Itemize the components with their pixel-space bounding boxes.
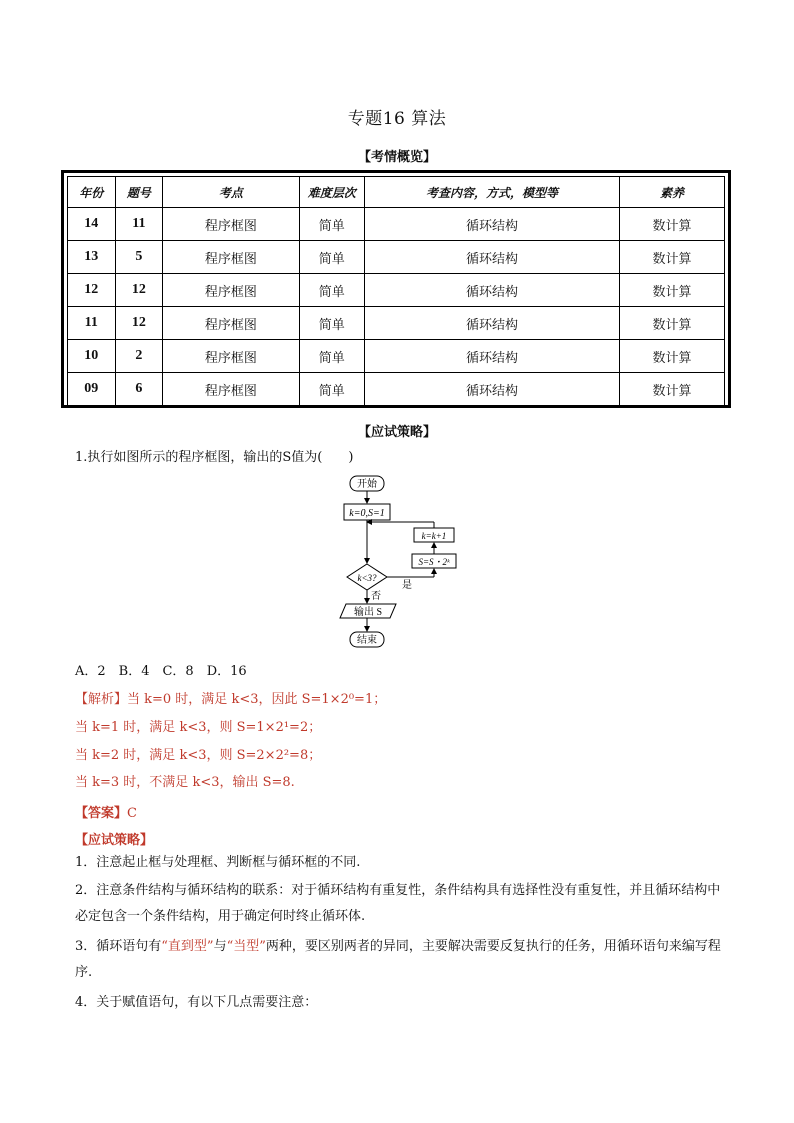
answer-value: C <box>127 806 137 821</box>
cell-difficulty: 简单 <box>299 340 364 373</box>
cell-literacy: 数计算 <box>620 373 725 406</box>
cell-topic: 程序框图 <box>163 373 299 406</box>
cell-literacy: 数计算 <box>620 340 725 373</box>
solution-line-2: 当 k=1 时，满足 k<3，则 S=1×2¹=2； <box>75 720 322 735</box>
cell-difficulty: 简单 <box>299 307 364 340</box>
cell-difficulty: 简单 <box>299 241 364 274</box>
answer-line <box>75 802 137 821</box>
cell-difficulty: 简单 <box>299 274 364 307</box>
col-topic: 考点 <box>163 177 299 208</box>
cell-year: 11 <box>68 307 116 340</box>
cell-content: 循环结构 <box>364 241 619 274</box>
flow-start-label: 开始 <box>357 479 377 490</box>
solution-line-1: 【解析】当 k=0 时，满足 k<3，因此 S=1×2⁰=1； <box>75 692 387 707</box>
flow-output-label: 输出 S <box>353 607 383 618</box>
col-year: 年份 <box>68 177 116 208</box>
tip-3-part-b: 与 <box>213 939 227 954</box>
col-question-no: 题号 <box>115 177 163 208</box>
tip-3-highlight-1: “直到型” <box>161 939 214 954</box>
col-difficulty: 难度层次 <box>299 177 364 208</box>
cell-question-no: 12 <box>115 307 163 340</box>
tip-1: 1．注意起止框与处理框、判断框与循环框的不同. <box>75 855 361 870</box>
question-text: 1.执行如图所示的程序框图，输出的S值为( ) <box>75 450 354 465</box>
col-literacy: 素养 <box>620 177 725 208</box>
cell-content: 循环结构 <box>364 373 619 406</box>
cell-topic: 程序框图 <box>163 274 299 307</box>
tip-4: 4．关于赋值语句，有以下几点需要注意： <box>75 995 318 1010</box>
table-row <box>68 307 725 340</box>
cell-year: 13 <box>68 241 116 274</box>
solution-line-3: 当 k=2 时，满足 k<3，则 S=2×2²=8； <box>75 748 322 763</box>
tip-3-part-c: 两种，要区别两者的异同，主要解决需要反复执行的任务，用循环语句来编写程序. <box>75 939 721 980</box>
flow-no-label: 否 <box>371 591 381 602</box>
cell-content: 循环结构 <box>364 274 619 307</box>
answer-label: 【答案】 <box>75 806 128 821</box>
cell-question-no: 11 <box>115 208 163 241</box>
tips-heading: 【应试策略】 <box>75 833 154 848</box>
table-row <box>68 373 725 406</box>
table-row <box>68 340 725 373</box>
overview-table <box>61 170 731 408</box>
flow-end-label: 结束 <box>357 635 377 646</box>
cell-topic: 程序框图 <box>163 208 299 241</box>
table-row <box>68 241 725 274</box>
cell-question-no: 2 <box>115 340 163 373</box>
table-header-row <box>68 177 725 208</box>
cell-literacy: 数计算 <box>620 208 725 241</box>
cell-question-no: 12 <box>115 274 163 307</box>
cell-difficulty: 简单 <box>299 208 364 241</box>
overview-heading: 【考情概览】 <box>357 150 436 165</box>
flowchart <box>330 470 470 652</box>
tip-3-highlight-2: “当型” <box>226 939 266 954</box>
tip-2: 2．注意条件结构与循环结构的联系：对于循环结构有重复性，条件结构具有选择性没有重复性，并且循环结构中必定包含一个条件结构，用于确定何时终止循环体. <box>75 883 721 924</box>
strategy-heading: 【应试策略】 <box>357 425 436 440</box>
cell-year: 09 <box>68 373 116 406</box>
col-content: 考查内容，方式，模型等 <box>364 177 619 208</box>
flow-update-label: S=S・2ᵏ <box>418 557 450 567</box>
cell-topic: 程序框图 <box>163 307 299 340</box>
cell-year: 14 <box>68 208 116 241</box>
page-title: 专题16 算法 <box>347 109 447 129</box>
cell-question-no: 5 <box>115 241 163 274</box>
cell-year: 12 <box>68 274 116 307</box>
cell-topic: 程序框图 <box>163 241 299 274</box>
tip-3-part-a: 3．循环语句有 <box>75 939 162 954</box>
flow-yes-label: 是 <box>402 580 412 591</box>
tip-3 <box>75 934 725 986</box>
cell-literacy: 数计算 <box>620 307 725 340</box>
flow-init-label: k=0,S=1 <box>349 508 385 519</box>
flow-condition-label: k<3? <box>357 573 377 583</box>
flow-increment-label: k=k+1 <box>421 531 447 541</box>
cell-topic: 程序框图 <box>163 340 299 373</box>
cell-difficulty: 简单 <box>299 373 364 406</box>
cell-content: 循环结构 <box>364 208 619 241</box>
cell-year: 10 <box>68 340 116 373</box>
cell-question-no: 6 <box>115 373 163 406</box>
answer-options: A．2 B．4 C．8 D．16 <box>75 664 247 679</box>
table-row <box>68 208 725 241</box>
table-row <box>68 274 725 307</box>
cell-content: 循环结构 <box>364 340 619 373</box>
cell-literacy: 数计算 <box>620 274 725 307</box>
solution-line-4: 当 k=3 时，不满足 k<3，输出 S=8. <box>75 775 295 790</box>
cell-literacy: 数计算 <box>620 241 725 274</box>
cell-content: 循环结构 <box>364 307 619 340</box>
